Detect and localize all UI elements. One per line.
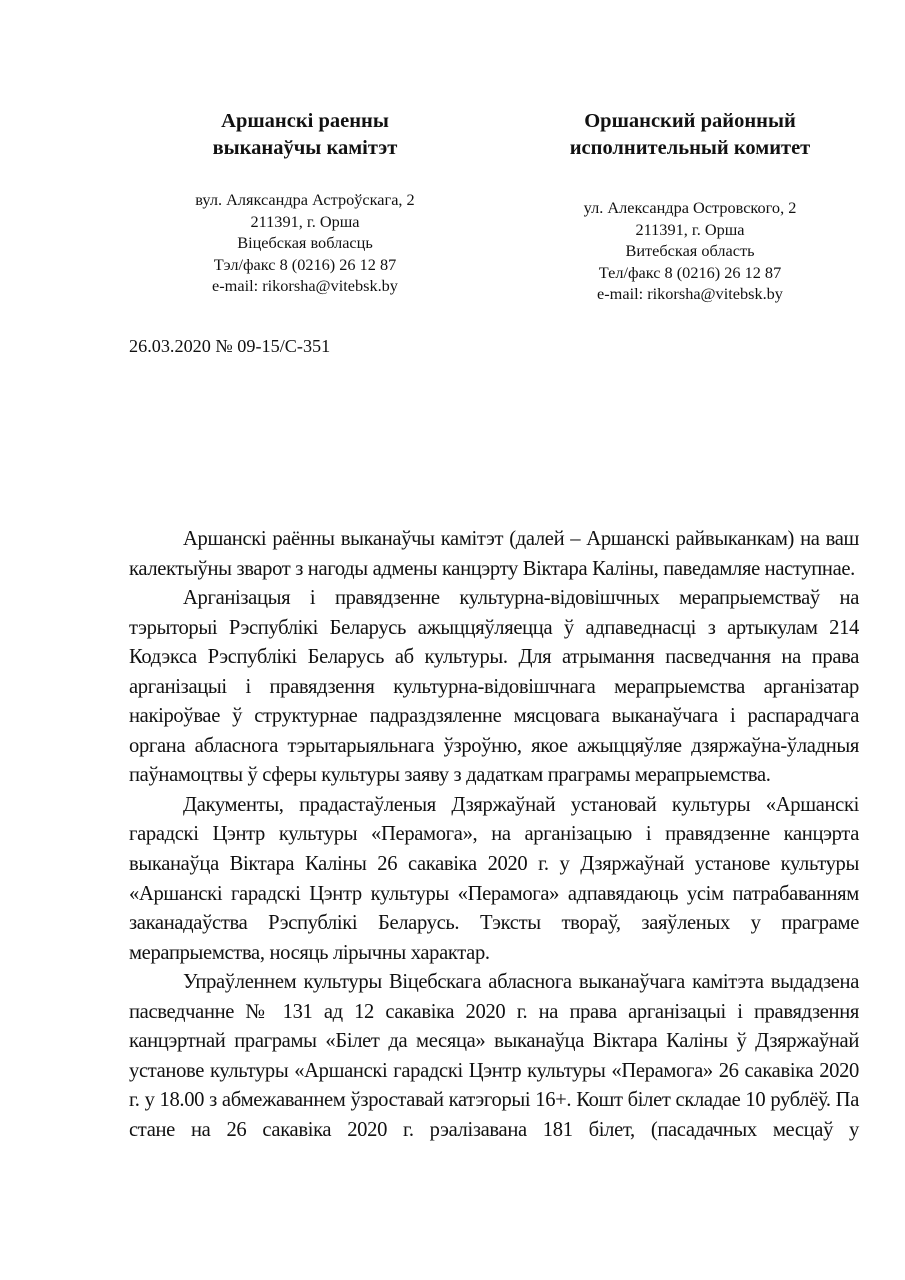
letterhead-belarusian (150, 108, 460, 297)
street-address: вул. Аляксандра Астроўскага, 2 (195, 190, 415, 209)
postal-city: 211391, г. Орша (635, 219, 745, 239)
org-name-russian (520, 108, 860, 162)
body-paragraph: Дакументы, прадастаўленыя Дзяржаўнай установай культуры «Аршанскі гарадскі Цэнтр культуры «Перамога», на арганізацыю і правядзенне канцэрта выканаўца Віктара Каліны 26 сакавіка 2020 г. у Дзяржаўнай установе культуры «Аршанскі гарадскі Цэнтр культуры «Перамога» адпавядаюць усім патрабаванням заканадаўства Рэспублікі Беларусь. Тэксты твораў, заяўленых у праграме мерапрыемства, носяць лірычны характар. (129, 793, 859, 964)
letterhead-russian (520, 108, 860, 305)
address-block-belarusian (150, 189, 460, 297)
phone-fax: Тэл/факс 8 (0216) 26 12 87 (213, 254, 397, 274)
letter-body (129, 525, 859, 1145)
body-paragraph: Аршанскі раённы выканаўчы камітэт (далей – Аршанскі райвыканкам) на ваш калектыўны зварот з нагоды адмены канцэрту Віктара Каліны, паведамляе наступнае. (129, 528, 859, 580)
body-paragraph: Арганізацыя і правядзенне культурна-відовішчных мерапрыемстваў на тэрыторыі Рэспублікі Беларусь ажыццяўляецца ў адпаведнасці з артыкулам 214 Кодэкса Рэспублікі Беларусь аб культуры. Для атрымання пасведчання на права арганізацыі і правядзення культурна-відовішчнага мерапрыемства арганізатар накіроўвае ў структурнае падраздзяленне мясцовага выканаўчага і распарадчага органа абласнога тэрытарыяльнага ўзроўню, якое ажыццяўляе дзяржаўна-ўладныя паўнамоцтвы ў сферы культуры заяву з дадаткам праграмы мерапрыемства. (129, 587, 859, 787)
org-name-line: исполнительный комитет (569, 137, 811, 159)
email: e-mail: rikorsha@vitebsk.by (597, 284, 783, 303)
org-name-line: выканаўчы камітэт (212, 137, 398, 159)
region: Віцебская вобласць (237, 233, 373, 252)
street-address: ул. Александра Островского, 2 (583, 198, 797, 217)
org-name-line: Аршанскі раенны (221, 110, 389, 132)
postal-city: 211391, г. Орша (250, 211, 360, 231)
region: Витебская область (625, 241, 755, 260)
email: e-mail: rikorsha@vitebsk.by (212, 276, 398, 295)
phone-fax: Тел/факс 8 (0216) 26 12 87 (598, 262, 782, 282)
address-block-russian (520, 197, 860, 305)
org-name-line: Оршанский районный (584, 110, 796, 132)
org-name-belarusian (150, 108, 460, 162)
body-paragraph: Упраўленнем культуры Віцебскага абласнога выканаўчага камітэта выдадзена пасведчанне № 131 ад 12 сакавіка 2020 г. на права арганізацыі і правядзення канцэртнай праграмы «Білет да месяца» выканаўца Віктара Каліны ў Дзяржаўнай установе культуры «Аршанскі гарадскі Цэнтр культуры «Перамога» 26 сакавіка 2020 г. у 18.00 з абмежаваннем ўзроставай катэгорыі 16+. Кошт білет складае 10 рублёў. Па стане на 26 сакавіка 2020 г. рэалізавана 181 білет, (пасадачных месцаў у (129, 971, 859, 1141)
registration-date-number: 26.03.2020 № 09-15/С-351 (129, 336, 331, 356)
